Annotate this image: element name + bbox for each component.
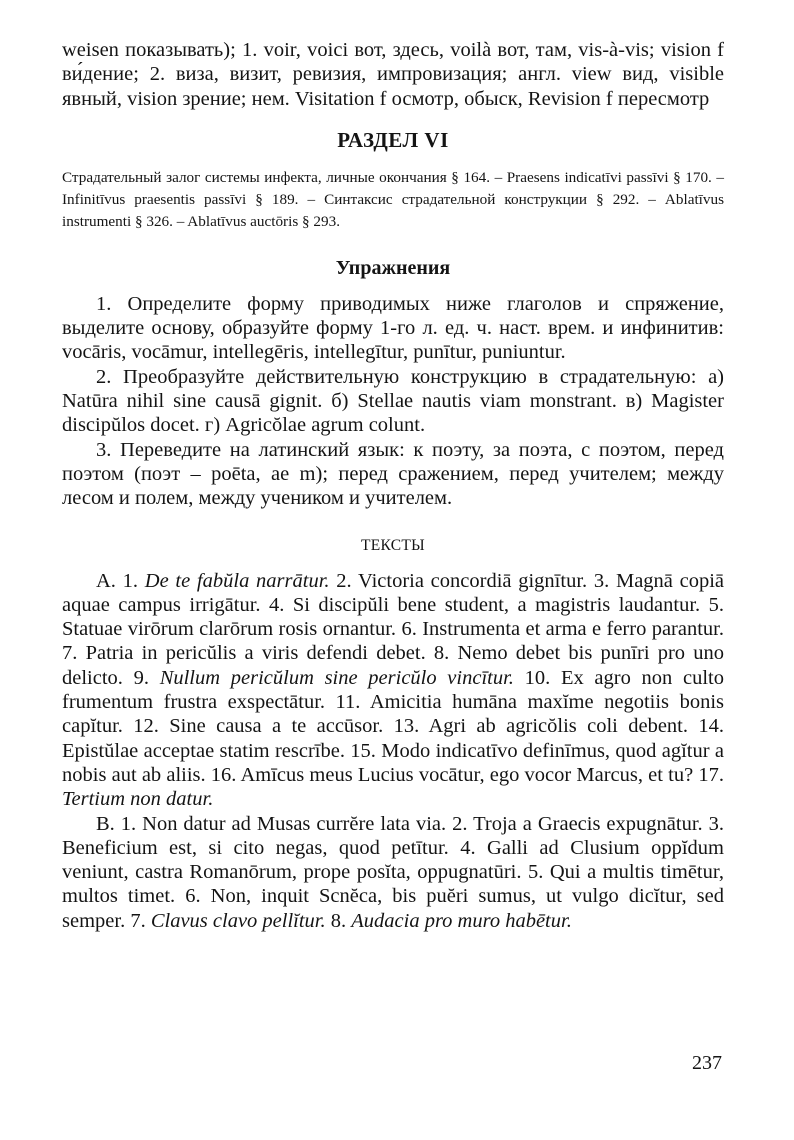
text-b-part-1: В. 1. Non datur ad Musas currĕre lata via. 2. Troja a Graecis expugnātur. 3. Beneficium est, si cito negas, quod petītur. 4. Galli ad Clusium oppĭdum veniunt, castra Romanōrum, prope posĭta, oppugnatūri. 5. Qui a multis timētur, multos timet. 6. Non, inquit Scnĕca, bis puĕri sumus, ut vulgo dicĭtur, sed semper. 7. xyxy=(62,812,724,932)
exercises-title: Упражнения xyxy=(335,256,451,279)
texts-body xyxy=(62,569,724,933)
text-b-part-2: 8. xyxy=(330,909,347,932)
text-section-b xyxy=(62,812,724,933)
text-a-part-1: А. 1. xyxy=(96,569,139,592)
text-a-part-2: 2. Victoria concordiā gignītur. 3. Magnā copiā aquae campus irrigātur. 4. Si discipŭli bene student, a magistris laudantur. 5. Statuae virōrum clarōrum rosis ornantur. 6. Instrumenta et arma e ferro parantur. 7. Patria in pericŭlis a viris defendi debet. 8. Nemo debet bis punīri pro uno delicto. 9. xyxy=(62,569,725,689)
exercises-list xyxy=(62,292,724,511)
exercise-item-2: 2. Преобразуйте действительную конструкцию в страдательную: а) Natūra nihil sine causā gignit. б) Stellae nautis viam monstrant. в) Magister discipŭlos docet. г) Agricŏlae agrum colunt. xyxy=(62,365,724,437)
text-a-italic-2: Nullum pericŭlum sine pericŭlo vincītur. xyxy=(159,666,514,689)
texts-title: ТЕКСТЫ xyxy=(360,536,425,554)
exercise-item-3: 3. Переведите на латинский язык: к поэту, за поэта, с поэтом, перед поэтом (поэт – poēta, ae m); перед сражением, перед учителем; между лесом и полем, между учеником и учителем. xyxy=(62,438,724,510)
section-title: РАЗДЕЛ VI xyxy=(337,127,449,152)
text-a-part-3: 10. Ex agro non culto frumentum frustra exspectātur. 11. Amicitia humāna maxĭme negotiis bonis capĭtur. 12. Sine causa a te accūsor. 13. Agri ab agricŏlis coli debent. 14. Epistŭlae acceptae statim rescrībe. 15. Modo indicatīvo definīmus, quod agĭtur a nobis aut ab aliis. 16. Amīcus meus Lucius vocātur, ego vocor Marcus, et tu? 17. xyxy=(62,666,724,786)
section-summary: Страдательный залог системы инфекта, личные окончания § 164. – Praesens indicatīvi passīvi § 170. – Infinitīvus praesentis passīvi § 189. – Синтаксис страдательной конструкции § 292. – Ablatīvus instrumenti § 326. – Ablatīvus auctōris § 293. xyxy=(62,168,724,230)
text-a-italic-1: De te fabŭla narrātur. xyxy=(144,569,330,592)
page-number: 237 xyxy=(692,1052,722,1074)
text-section-a xyxy=(62,569,724,812)
page-content xyxy=(62,38,724,933)
text-b-italic-2: Audacia pro muro habētur. xyxy=(351,909,572,932)
text-b-italic-1: Clavus clavo pellĭtur. xyxy=(150,909,326,932)
text-a-italic-3: Tertium non datur. xyxy=(62,788,214,811)
exercise-item-1: 1. Определите форму приводимых ниже глаголов и спряжение, выделите основу, образуйте форму 1-го л. ед. ч. наст. врем. и инфинитив: vocāris, vocāmur, intellegēris, intellegītur, punītur, puniuntur. xyxy=(62,292,724,364)
intro-paragraph: weisen показывать); 1. voir, voici вот, здесь, voilà вот, там, vis-à-vis; vision f ви́дение; 2. виза, визит, ревизия, импровизация; англ. view вид, visible явный, vision зрение; нем. Visitation f осмотр, обыск, Revision f пересмотр xyxy=(62,39,724,110)
